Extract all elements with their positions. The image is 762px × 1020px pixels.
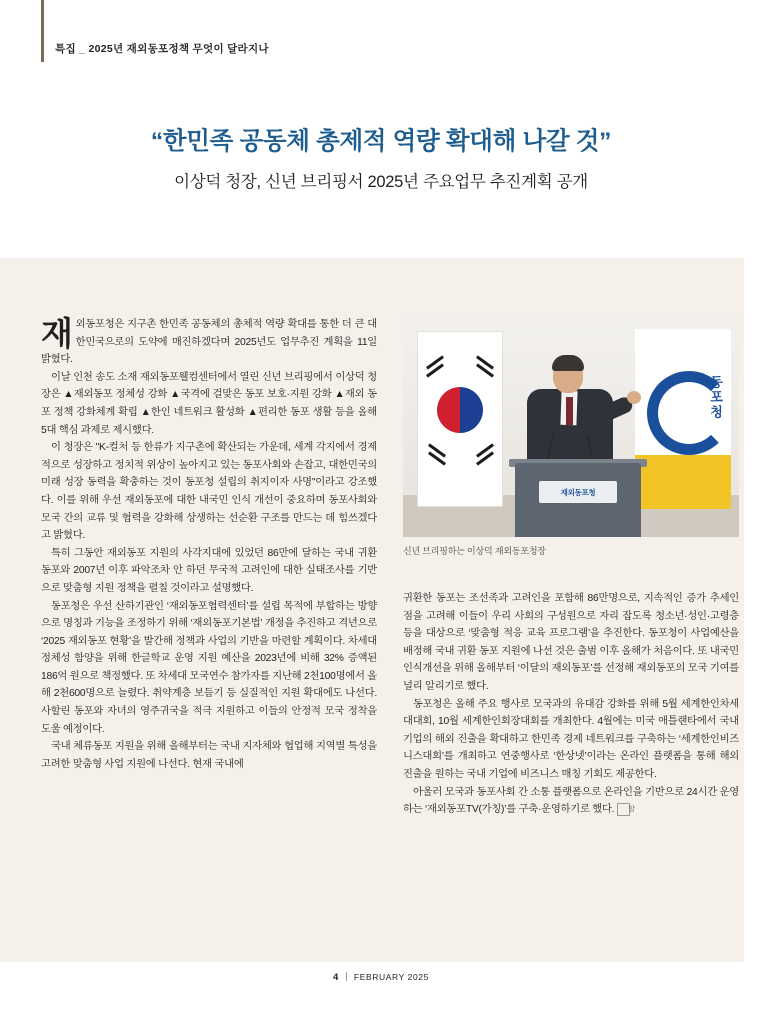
end-of-article-mark: 할 (617, 803, 630, 816)
paragraph-text: 동포청은 우선 산하기관인 ‘재외동포협력센터’를 설립 목적에 부합하는 방향으로 명칭과 기능을 조정하기 위해 ‘재외동포기본법’ 개정을 추진하고 격년으로 ‘2025 재외동포 현황’을 발간해 정책과 사업의 기반을 마련할 계획이다. 차세대 정체성 함양을 위해 한글학교 운영 지원 예산을 2023년에 비해 32% 증액된 186억 원으로 책정했다. 또 차세대 모국연수 참가자를 지난해 2천100명에서 올해 2천600명으로 늘렸다. 취약계층 보듬기 등 실질적인 지원 확대에도 나선다. 사할린 동포와 자녀의 영주귀국을 적극 지원하고 이들의 안정적 모국 정착을 도울 예정이다. (41, 600, 377, 735)
paragraph (403, 696, 739, 784)
paragraph-text: 귀환한 동포는 조선족과 고려인을 포함해 86만명으로, 지속적인 증가 추세인 점을 고려해 이들이 우리 사회의 구성원으로 자리 잡도록 청소년·성인·고령층 등을 대상으로 ‘맞춤형 적응 교육 프로그램’을 추진한다. 동포청이 사업예산을 배정해 국내 귀환 동포 지원에 나선 것은 출범 이후 올해가 처음이다. 또 내국민 인식개선을 위해 올해부터 ‘이달의 재외동포’를 선정해 재외동포의 모국 기여를 널리 알리기로 했다. (403, 593, 739, 692)
speaker-hand (627, 391, 641, 404)
page-footer (0, 972, 762, 983)
speaker-tie (566, 397, 573, 425)
header-accent-rule (41, 0, 44, 62)
paragraph (41, 439, 377, 545)
paragraph-text: 아울러 모국과 동포사회 간 소통 플랫폼으로 온라인을 기반으로 24시간 운영하는 ‘재외동포TV(가칭)’를 구축·운영하기로 했다. (403, 786, 739, 816)
page-right-margin (744, 258, 762, 962)
paragraph (41, 738, 377, 773)
photo-caption: 신년 브리핑하는 이상덕 재외동포청장 (403, 546, 546, 556)
paragraph-text: 국내 체류동포 지원을 위해 올해부터는 국내 지자체와 협업해 지역별 특성을 고려한 맞춤형 사업 지원에 나선다. 현재 국내에 (41, 741, 377, 770)
paragraph (41, 545, 377, 598)
flag-lower-band (635, 455, 731, 509)
paragraph-text: 동포청은 올해 주요 행사로 모국과의 유대감 강화를 위해 5월 세계한인차세대대회, 10월 세계한인회장대회를 개최한다. 4월에는 미국 애틀랜타에서 국내 기업의 해외 진출을 확대하고 한민족 경제 네트워크를 구축하는 ‘세계한인비즈니스대회’를 개최하고 연중행사로 ‘한상넷’이라는 온라인 플랫폼을 통해 해외 진출을 원하는 국내 기업에 비즈니스 매칭 기회도 제공한다. (403, 698, 739, 780)
paragraph (403, 784, 739, 819)
paragraph-text: 특히 그동안 재외동포 지원의 사각지대에 있었던 86만에 달하는 국내 귀환 동포와 2007년 이후 파악조차 안 하던 무국적 고려인에 대한 실태조사를 기반으로 맞춤형 지원 정책을 펼칠 것이라고 설명했다. (41, 547, 377, 594)
photo-scene (403, 313, 739, 537)
page-title: “한민족 공동체 총제적 역량 확대해 나갈 것” (150, 128, 612, 155)
paragraph (403, 590, 739, 696)
article-left-column (41, 316, 377, 773)
footer-divider (346, 972, 347, 981)
flag-vertical-label: 동포청 (708, 375, 723, 420)
section-kicker: 특집 _ 2025년 재외동포정책 무엇이 달라지나 (55, 43, 269, 55)
drop-cap: 재 (41, 315, 73, 352)
article-right-column (403, 590, 739, 819)
paragraph (41, 369, 377, 439)
podium-nameplate (539, 481, 617, 503)
agency-flag-icon (635, 329, 731, 509)
page-number: 4 (333, 972, 339, 983)
page-subtitle: 이상덕 청장, 신년 브리핑서 2025년 주요업무 추진계획 공개 (174, 173, 588, 191)
taegukgi-flag-icon (417, 331, 503, 507)
article-photo (403, 313, 739, 537)
speaker-hair (552, 355, 584, 371)
podium-nameplate-label: 재외동포청 (560, 487, 596, 497)
paragraph-text: 이 청장은 "K-컬처 등 한류가 지구촌에 확산되는 가운데, 세계 각지에서 경제적으로 성장하고 정치적 위상이 높아지고 있는 동포사회와 손잡고, 대한민국의 미래 성장 동력을 확충하는 것이 동포청 설립의 취지이자 사명"이라고 강조했다. 이를 위해 우선 재외동포에 대한 내국민 인식 개선이 중요하며 동포사회와 모국 간의 교류 및 협력을 강화해 상생하는 선순환 구조를 만드는 데 힘쓰겠다고 밝혔다. (41, 442, 377, 542)
paragraph-text: 이날 인천 송도 소재 재외동포웰컴센터에서 열린 신년 브리핑에서 이상덕 청장은 ▲재외동포 정체성 강화 ▲국격에 걸맞은 동포 보호·지원 강화 ▲재외 동포 정책 강화체계 확립 ▲한인 네트워크 활성화 ▲편리한 동포 생활 등을 올해 5대 핵심 과제로 제시했다. (41, 371, 377, 436)
issue-date: FEBRUARY 2025 (353, 972, 429, 982)
taeguk-circle (437, 387, 483, 433)
paragraph (41, 316, 377, 369)
paragraph (41, 598, 377, 739)
paragraph-text: 외동포청은 지구촌 한민족 공동체의 총체적 역량 확대를 통한 더 큰 대한민국으로의 도약에 매진하겠다며 2025년도 업무추진 계획을 11일 밝혔다. (41, 319, 377, 366)
